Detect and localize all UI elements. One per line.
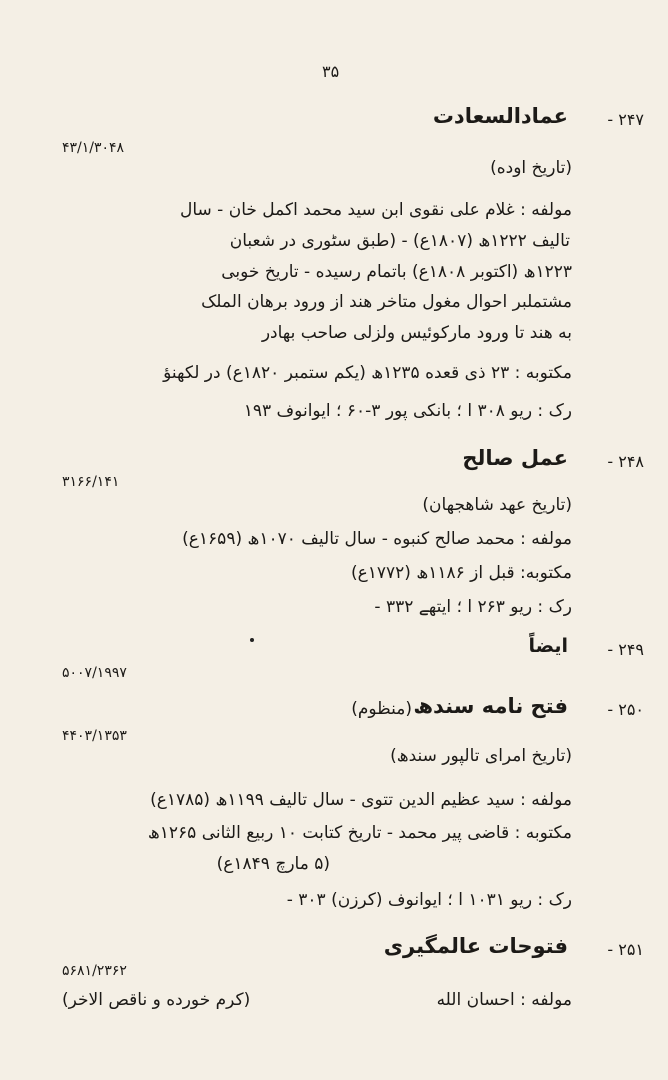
entry-line: رک : ریو ۱۰۳۱ ا ؛ ایوانوف (کرزن) ۳۰۳ - (286, 890, 572, 910)
entry-number: ۲۴۷ - (607, 110, 644, 129)
entry-line: مولفه : احسان الله (436, 990, 572, 1010)
entry-line: مولفه : محمد صالح کنبوه - سال تالیف ۱۰۷۰ھ (۱۶۵۹ع) (182, 529, 572, 549)
entry-subtitle: (تاریخ امرای تالپور سندھ) (390, 746, 572, 766)
entry-title-suffix: (منظوم) (351, 699, 412, 719)
entry-line: مشتملبر احوال مغول متاخر هند از ورود برهان الملک (201, 292, 572, 312)
catalog-ref: ۵۶۸۱/۲۳۶۲ (62, 963, 127, 979)
entry-line: مولفه : سید عظیم الدین تتوی - سال تالیف ۱۱۹۹ھ (۱۷۸۵ع) (150, 790, 572, 810)
entry-line: مولفه : غلام علی نقوی ابن سید محمد اکمل خان - سال (180, 200, 572, 220)
entry-line: ۱۲۲۳ھ (اکتوبر ۱۸۰۸ع) باتمام رسیده - تاریخ خوبی (221, 262, 572, 282)
entry-note: (کرم خورده و ناقص الاخر) (62, 990, 251, 1010)
catalog-ref: ۴۳/۱/۳۰۴۸ (62, 140, 125, 156)
entry-line: (۵ مارچ ۱۸۴۹ع) (216, 854, 330, 874)
entry-line: مکتوبه: قبل از ۱۱۸۶ھ (۱۷۷۲ع) (350, 563, 572, 583)
catalog-ref: ۳۱۶۶/۱۴۱ (62, 474, 120, 490)
entry-title: عمل صالح (462, 446, 568, 470)
entry-title: ایضاً (528, 635, 568, 657)
entry-number: ۲۴۹ - (607, 640, 644, 659)
entry-number: ۲۵۰ - (607, 700, 644, 719)
entry-line: مکتوبه : قاضی پیر محمد - تاریخ کتابت ۱۰ ربیع الثانی ۱۲۶۵ھ (147, 823, 572, 843)
ink-speck (250, 638, 254, 642)
entry-title: فتح نامه سندھ (413, 694, 568, 718)
entry-line: به هند تا ورود مارکوئیس ولزلی صاحب بهادر (261, 323, 572, 343)
entry-line: مکتوبه : ۲۳ ذی قعده ۱۲۳۵ھ (یکم ستمبر ۱۸۲۰ع) در لکهنؤ (163, 363, 572, 383)
catalog-ref: ۵۰۰۷/۱۹۹۷ (62, 665, 127, 681)
entry-subtitle: (تاریخ عهد شاهجهان) (422, 495, 572, 515)
entry-line: رک : ریو ۳۰۸ ا ؛ بانکی پور ۳-۶۰ ؛ ایوانوف ۱۹۳ (243, 401, 572, 421)
catalog-ref: ۴۴۰۳/۱۳۵۳ (62, 728, 127, 744)
page-number: ۳۵ (322, 62, 340, 81)
entry-title: عمادالسعادت (432, 104, 568, 128)
entry-title: فتوحات عالمگیری (383, 934, 568, 958)
entry-line: تالیف ۱۲۲۲ھ (۱۸۰۷ع) - (طبق سٹوری در شعبان (229, 231, 570, 251)
entry-number: ۲۴۸ - (607, 452, 644, 471)
entry-subtitle: (تاریخ اوده) (490, 158, 572, 178)
entry-line: رک : ریو ۲۶۳ ا ؛ ایتهے ۳۳۲ - (374, 597, 572, 617)
entry-number: ۲۵۱ - (607, 940, 644, 959)
